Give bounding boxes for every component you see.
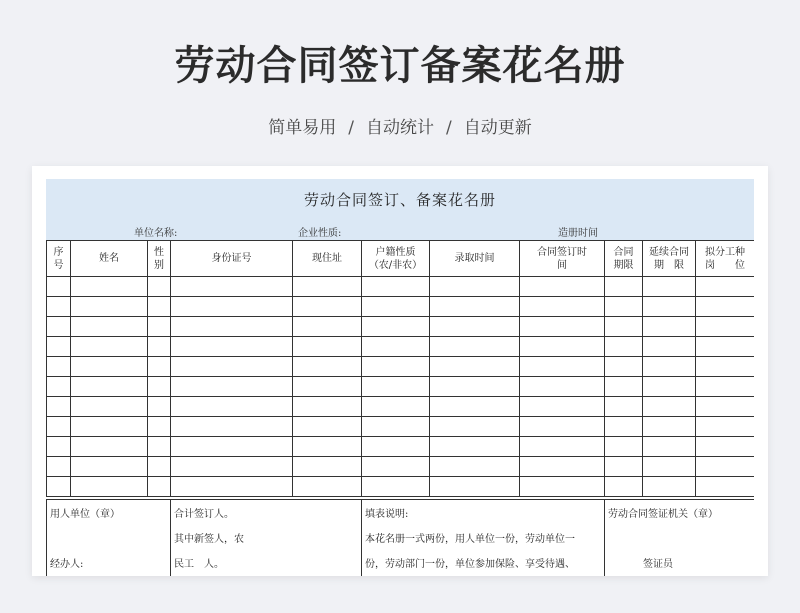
table-cell[interactable] [643,457,696,477]
table-cell[interactable] [171,437,293,457]
table-cell[interactable] [47,417,71,437]
col-header-id-number: 身份证号 [171,241,293,277]
col-header-renewal-term: 延续合同 期 限 [643,241,696,277]
table-cell[interactable] [696,277,755,297]
table-cell[interactable] [605,437,643,457]
unit-name-label: 单位名称: [134,228,178,239]
table-cell[interactable] [605,417,643,437]
table-cell[interactable] [520,317,605,337]
table-cell[interactable] [71,297,148,317]
table-cell[interactable] [362,297,430,317]
footer-signed-cell [170,499,361,576]
table-cell[interactable] [605,377,643,397]
signed-new-text: 其中新签人，农 [174,534,244,545]
table-cell[interactable] [171,317,293,337]
table-cell[interactable] [47,437,71,457]
table-cell[interactable] [430,437,520,457]
table-cell[interactable] [643,377,696,397]
table-cell[interactable] [520,477,605,497]
col-header-contract-sign-time: 合同签订时 间 [520,241,605,277]
table-row [47,477,755,497]
table-cell[interactable] [605,317,643,337]
table-cell[interactable] [148,337,171,357]
table-cell[interactable] [171,477,293,497]
table-row [47,277,755,297]
table-cell[interactable] [520,417,605,437]
table-cell[interactable] [171,397,293,417]
table-cell[interactable] [362,337,430,357]
signed-total-text: 合计签订人。 [174,509,234,520]
notes-line-1: 本花名册一式两份，用人单位一份，劳动单位一 [365,534,575,545]
subtitle [0,113,800,138]
col-header-seq: 序 号 [47,241,71,277]
subtitle-item-auto-update: 自动更新 [463,118,532,138]
col-header-household-type: 户籍性质 （农/非农） [362,241,430,277]
table-cell[interactable] [47,477,71,497]
table-cell[interactable] [605,277,643,297]
table-cell[interactable] [362,317,430,337]
table-cell[interactable] [520,337,605,357]
table-row [47,317,755,337]
table-cell[interactable] [148,477,171,497]
table-cell[interactable] [696,377,755,397]
table-row [47,397,755,417]
handler-label: 经办人: [50,559,84,570]
table-cell[interactable] [430,337,520,357]
table-cell[interactable] [171,457,293,477]
table-cell[interactable] [71,377,148,397]
roster-table [46,240,754,497]
col-header-gender: 性 别 [148,241,171,277]
table-cell[interactable] [696,357,755,377]
spreadsheet-card [32,166,768,576]
table-cell[interactable] [696,397,755,417]
table-cell[interactable] [362,477,430,497]
table-cell[interactable] [171,337,293,357]
table-cell[interactable] [643,277,696,297]
table-cell[interactable] [71,277,148,297]
table-cell[interactable] [643,337,696,357]
table-cell[interactable] [605,297,643,317]
table-cell[interactable] [430,297,520,317]
table-cell[interactable] [362,417,430,437]
certifier-label: 签证员 [643,559,673,570]
table-cell[interactable] [643,317,696,337]
table-row [47,297,755,317]
table-cell[interactable] [171,417,293,437]
table-cell[interactable] [520,297,605,317]
subtitle-item-simple: 简单易用 [268,118,337,138]
table-cell[interactable] [430,417,520,437]
table-cell[interactable] [47,297,71,317]
table-row [47,437,755,457]
table-cell[interactable] [71,437,148,457]
table-cell[interactable] [605,337,643,357]
table-cell[interactable] [71,457,148,477]
table-cell[interactable] [362,277,430,297]
table-cell[interactable] [148,457,171,477]
table-cell[interactable] [148,297,171,317]
notes-heading: 填表说明: [365,509,409,520]
table-cell[interactable] [171,357,293,377]
table-cell[interactable] [148,317,171,337]
table-cell[interactable] [430,457,520,477]
notes-line-2: 份，劳动部门一份，单位参加保险、享受待遇、 [365,559,575,570]
table-cell[interactable] [148,397,171,417]
table-cell[interactable] [520,457,605,477]
table-row [47,357,755,377]
table-cell[interactable] [362,357,430,377]
table-cell[interactable] [47,357,71,377]
signed-migrant-text: 民工 人。 [174,559,224,570]
authority-seal-label: 劳动合同签证机关（章） [608,509,718,520]
table-cell[interactable] [430,377,520,397]
table-cell[interactable] [696,477,755,497]
table-cell[interactable] [696,437,755,457]
table-cell[interactable] [430,357,520,377]
table-cell[interactable] [293,397,362,417]
table-cell[interactable] [293,437,362,457]
table-cell[interactable] [71,417,148,437]
table-cell[interactable] [430,317,520,337]
sheet-header [46,179,754,240]
table-cell[interactable] [643,357,696,377]
table-cell[interactable] [293,317,362,337]
table-cell[interactable] [520,397,605,417]
col-header-hire-time: 录取时间 [430,241,520,277]
table-cell[interactable] [293,377,362,397]
subtitle-separator: / [348,118,354,138]
table-cell[interactable] [643,437,696,457]
table-cell[interactable] [47,317,71,337]
table-cell[interactable] [71,397,148,417]
enterprise-type-label: 企业性质: [298,228,342,239]
table-cell[interactable] [71,357,148,377]
table-cell[interactable] [293,457,362,477]
table-cell[interactable] [71,477,148,497]
table-cell[interactable] [293,357,362,377]
table-cell[interactable] [643,397,696,417]
subtitle-item-auto-stats: 自动统计 [366,118,434,138]
table-cell[interactable] [293,297,362,317]
subtitle-separator: / [446,118,452,138]
table-row [47,457,755,477]
page-title: 劳动合同签订备案花名册 [174,43,626,89]
table-cell[interactable] [171,297,293,317]
table-cell[interactable] [148,357,171,377]
footer-notes-cell [361,499,604,576]
table-cell[interactable] [148,437,171,457]
col-header-name: 姓名 [71,241,148,277]
table-cell[interactable] [643,297,696,317]
table-cell[interactable] [430,397,520,417]
table-cell[interactable] [47,397,71,417]
table-cell[interactable] [696,317,755,337]
table-cell[interactable] [605,397,643,417]
table-cell[interactable] [362,437,430,457]
table-cell[interactable] [293,277,362,297]
footer-authority-cell [604,499,754,576]
table-cell[interactable] [71,317,148,337]
table-cell[interactable] [696,417,755,437]
table-cell[interactable] [71,337,148,357]
table-cell[interactable] [148,417,171,437]
table-cell[interactable] [643,417,696,437]
register-time-label: 造册时间 [558,228,598,239]
table-cell[interactable] [430,277,520,297]
table-cell[interactable] [148,277,171,297]
table-cell[interactable] [47,277,71,297]
table-cell[interactable] [148,377,171,397]
table-cell[interactable] [520,277,605,297]
table-cell[interactable] [47,337,71,357]
table-cell[interactable] [520,357,605,377]
table-row [47,337,755,357]
table-cell[interactable] [47,457,71,477]
table-header-row [47,241,755,277]
table-cell[interactable] [520,377,605,397]
table-cell[interactable] [171,377,293,397]
table-cell[interactable] [362,377,430,397]
table-row [47,417,755,437]
table-cell[interactable] [643,477,696,497]
table-cell[interactable] [696,297,755,317]
table-cell[interactable] [362,457,430,477]
table-row [47,377,755,397]
table-cell[interactable] [605,457,643,477]
table-cell[interactable] [696,457,755,477]
col-header-address: 现住址 [293,241,362,277]
col-header-contract-term: 合同 期限 [605,241,643,277]
table-cell[interactable] [293,337,362,357]
table-cell[interactable] [293,477,362,497]
table-cell[interactable] [171,277,293,297]
table-cell[interactable] [430,477,520,497]
employer-seal-label: 用人单位（章） [50,509,120,520]
table-cell[interactable] [605,477,643,497]
sheet-title: 劳动合同签订、备案花名册 [303,191,496,209]
table-cell[interactable] [520,437,605,457]
table-cell[interactable] [696,337,755,357]
col-header-planned-position: 拟分工种 岗 位 [696,241,755,277]
roster-sheet [46,179,754,576]
table-cell[interactable] [47,377,71,397]
footer-employer-cell [46,499,170,576]
table-cell[interactable] [362,397,430,417]
table-cell[interactable] [293,417,362,437]
table-cell[interactable] [605,357,643,377]
